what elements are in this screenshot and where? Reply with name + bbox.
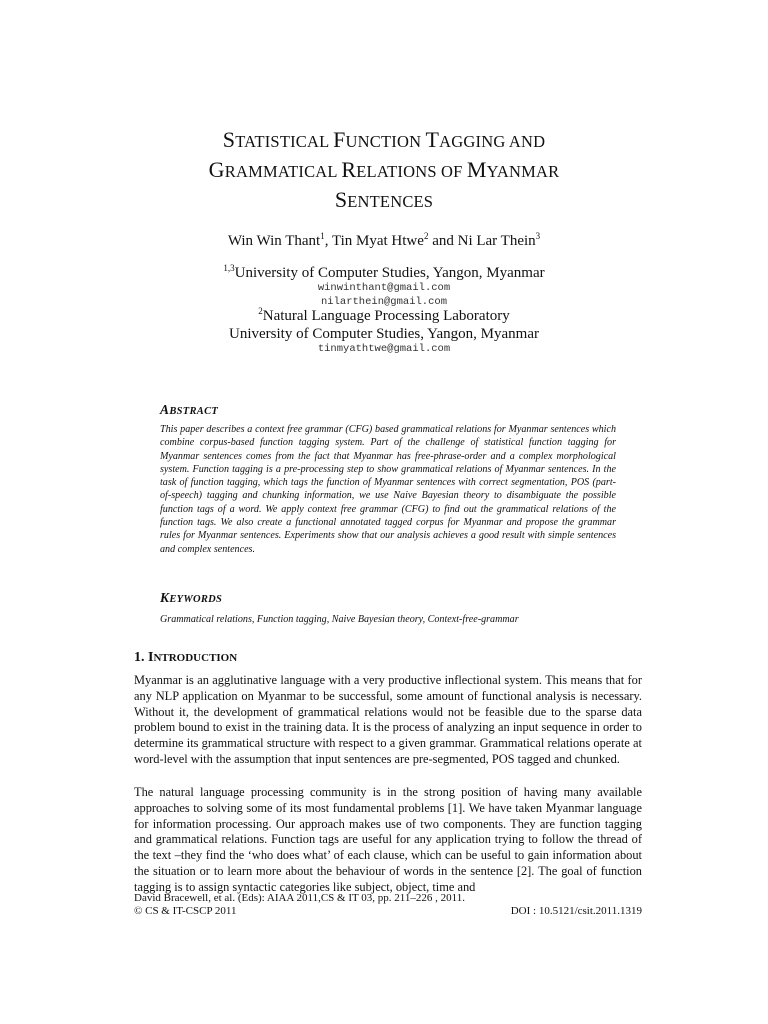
email-author-1: winwinthant@gmail.com (317, 282, 451, 294)
abstract-text: This paper describes a context free grammar (CFG) based grammatical relations for Myanmar sentences which combine corpus-based function tagging system. Part of the challenge of statistical function tagging for Myanmar sentences comes from the fact that Myanmar has free-phrase-order and a complex morphological system. Function tagging is a pre-processing step to show grammatical relations of Myanmar sentences. In the task of function tagging, which tags the function of Myanmar sentences with correct segmentation, POS (part-of-speech) tagging and chunking information, we use Naive Bayesian theory to disambiguate the possible function tags of a word. We apply context free grammar (CFG) to find out the grammatical relations of the function tags. We also create a functional annotated tagged corpus for Myanmar and propose the grammar rules for Myanmar sentences. Experiments show that our analysis achieves a good result with simple sentences and complex sentences. (160, 424, 616, 555)
author-1: Win Win Thant (227, 233, 321, 249)
title-line-1: STATISTICAL FUNCTION TAGGING AND (222, 127, 546, 152)
author-2: Tin Myat Htwe (331, 233, 424, 249)
paper-title (130, 126, 638, 216)
author-3-affil-mark: 3 (535, 231, 541, 241)
author-3: Ni Lar Thein (457, 233, 536, 249)
introduction-heading: 1. INTRODUCTION (134, 650, 238, 665)
author-list: Win Win Thant$^1$, Tin Myat Htwe$^2$ and Ni Lar Thein$^3$ (227, 231, 541, 249)
title-line-3: SENTENCES (334, 187, 434, 212)
introduction-paragraph-2: The natural language processing community is in the strong position of having many available approaches to solving some of its most fundamental problems [1]. We have taken Myanmar language for information processing. Our approach makes use of two components. They are function tagging and grammatical relations. Function tags are useful for any application trying to follow the thread of the text –they find the ‘who does what’ of each clause, which can be useful to gain information about the situation or to learn more about the behaviour of words in the sentence [2]. The goal of function tagging is to assign syntactic categories like subject, object, time and (134, 785, 642, 894)
email-author-2: tinmyathtwe@gmail.com (317, 343, 451, 355)
author-2-affil-mark: 2 (423, 231, 429, 241)
page-footer (134, 892, 642, 918)
author-1-affil-mark: 1 (320, 231, 325, 241)
keywords-text: Grammatical relations, Function tagging, Naive Bayesian theory, Context-free-grammar (160, 614, 519, 625)
abstract-heading: ABSTRACT (160, 402, 219, 417)
footer-copyright: © CS & IT-CSCP 2011 (134, 905, 237, 917)
affiliation-2: $^2$Natural Language Processing Laboratory (258, 306, 510, 324)
footer-citation: David Bracewell, et al. (Eds): AIAA 2011,CS & IT 03, pp. 211–226 , 2011. (134, 892, 465, 904)
footer-doi: DOI : 10.5121/csit.2011.1319 (510, 905, 642, 917)
affiliation-2-university: University of Computer Studies, Yangon, Myanmar (229, 326, 539, 342)
email-author-3: nilarthein@gmail.com (320, 296, 448, 308)
keywords-heading: KEYWORDS (160, 590, 223, 605)
title-line-2: GRAMMATICAL RELATIONS OF MYANMAR (208, 157, 560, 182)
affiliation-1: $^{1,3}$University of Computer Studies, Yangon, Myanmar (223, 263, 545, 281)
introduction-paragraph-1: Myanmar is an agglutinative language with a very productive inflectional system. This means that for any NLP application on Myanmar to be successful, some amount of functional analysis is necessary. Without it, the development of grammatical relations would not be feasible due to the sparse data problem bound to exist in the training data. It is the process of analyzing an input sequence in order to determine its grammatical structure with respect to a given grammar. Grammatical relations operate at word-level with the assumption that input sentences are pre-segmented, POS tagged and chunked. (134, 673, 642, 766)
